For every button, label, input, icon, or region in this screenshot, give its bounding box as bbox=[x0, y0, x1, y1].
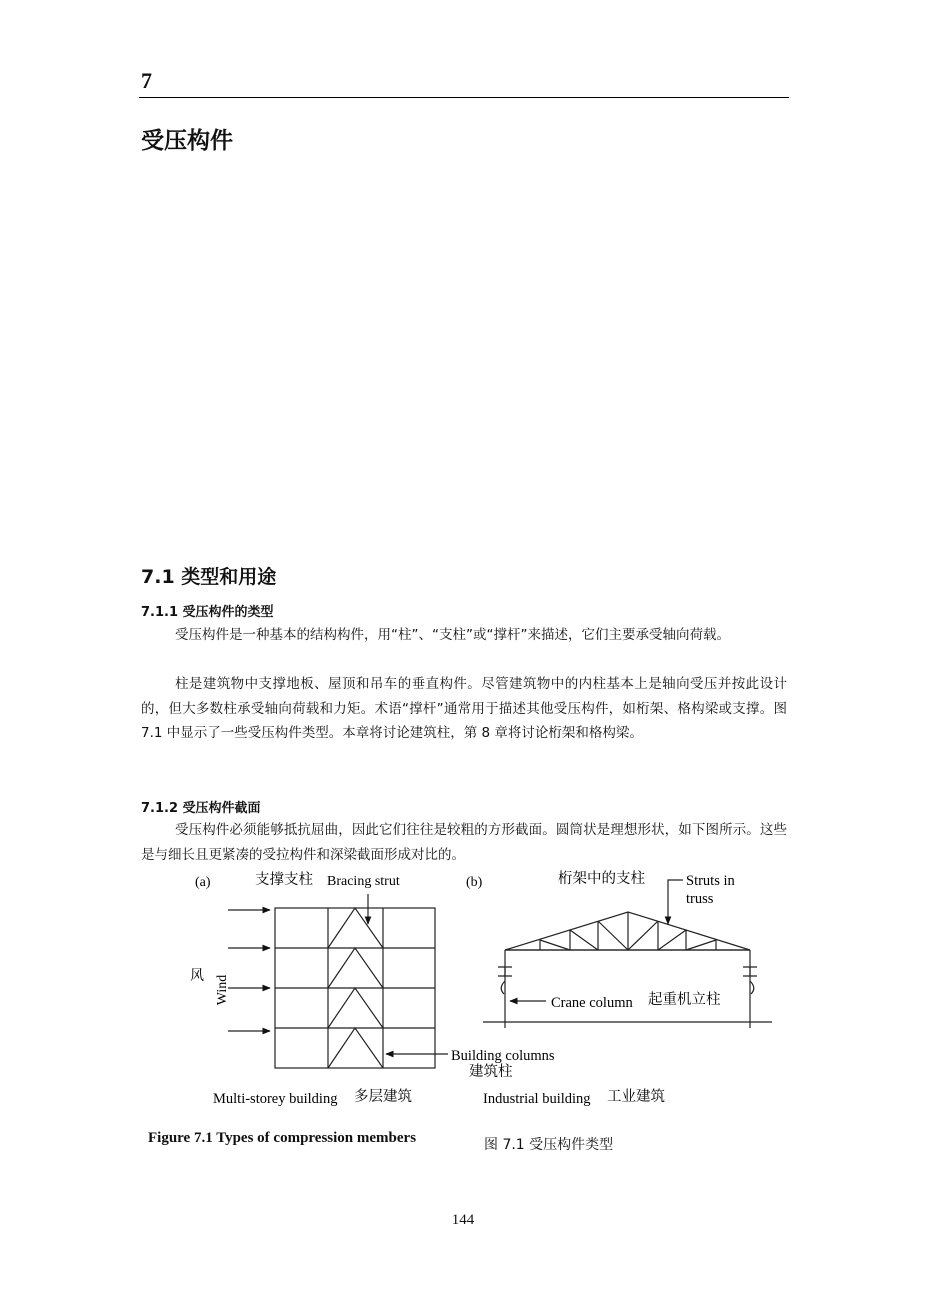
chapter-rule bbox=[139, 97, 789, 98]
multi-storey-building-drawing bbox=[275, 908, 435, 1068]
industrial-en-label: Industrial building bbox=[483, 1091, 591, 1107]
multi-storey-en-label: Multi-storey building bbox=[213, 1091, 338, 1107]
struts-in-truss-en-label-2: truss bbox=[686, 891, 714, 907]
subsection-2-paragraph-1: 受压构件必须能够抵抗屈曲，因此它们往往是较粗的方形截面。圆筒状是理想形状，如下图所示。这些是与细长且更紧凑的受拉构件和深梁截面形成对比的。 bbox=[141, 822, 787, 863]
figure-caption-en: Figure 7.1 Types of compression members bbox=[148, 1130, 417, 1146]
chapter-number: 7 bbox=[141, 68, 152, 93]
bracing-strut-en-label: Bracing strut bbox=[327, 874, 400, 889]
figure-label-b: (b) bbox=[466, 875, 483, 890]
wind-arrows bbox=[228, 910, 270, 1031]
building-columns-en-label: Building columns bbox=[451, 1048, 555, 1064]
subsection-1-paragraph-2: 柱是建筑物中支撑地板、屋顶和吊车的垂直构件。尽管建筑物中的内柱基本上是轴向受压并按此设计的，但大多数柱承受轴向荷载和力矩。术语“撑杆”通常用于描述其他受压构件，如桁架、格构梁或支撑。图 7.1 中显示了一些受压构件类型。本章将讨论建筑柱，第 8 章将讨论桁架和格构梁。 bbox=[141, 676, 787, 741]
figure-caption-cn: 图 7.1 受压构件类型 bbox=[484, 1137, 614, 1153]
crane-column-cn-label: 起重机立柱 bbox=[648, 992, 721, 1008]
subsection-1-paragraph-1: 受压构件是一种基本的结构构件，用“柱”、“支柱”或“撑杆”来描述，它们主要承受轴向荷载。 bbox=[175, 627, 730, 643]
building-columns-cn-label: 建筑柱 bbox=[469, 1064, 513, 1080]
bracing-strut-cn-label: 支撑支柱 bbox=[255, 872, 313, 888]
struts-in-truss-arrow bbox=[668, 880, 683, 924]
subsection-2-title: 7.1.2 受压构件截面 bbox=[141, 801, 261, 816]
figure-label-a: (a) bbox=[195, 875, 211, 890]
chapter-title: 受压构件 bbox=[141, 128, 233, 154]
wind-cn-label: 风 bbox=[190, 968, 204, 984]
crane-column-en-label: Crane column bbox=[551, 995, 633, 1011]
section-title: 7.1 类型和用途 bbox=[141, 566, 277, 588]
figure-7-1 bbox=[180, 866, 790, 1116]
truss-strut-cn-label: 桁架中的支柱 bbox=[558, 871, 645, 887]
page-number: 144 bbox=[451, 1212, 475, 1228]
subsection-1-title: 7.1.1 受压构件的类型 bbox=[141, 605, 274, 620]
industrial-cn-label: 工业建筑 bbox=[607, 1089, 665, 1105]
multi-storey-cn-label: 多层建筑 bbox=[354, 1089, 412, 1105]
struts-in-truss-en-label-1: Struts in bbox=[686, 873, 735, 889]
wind-en-label: Wind bbox=[215, 974, 230, 1006]
